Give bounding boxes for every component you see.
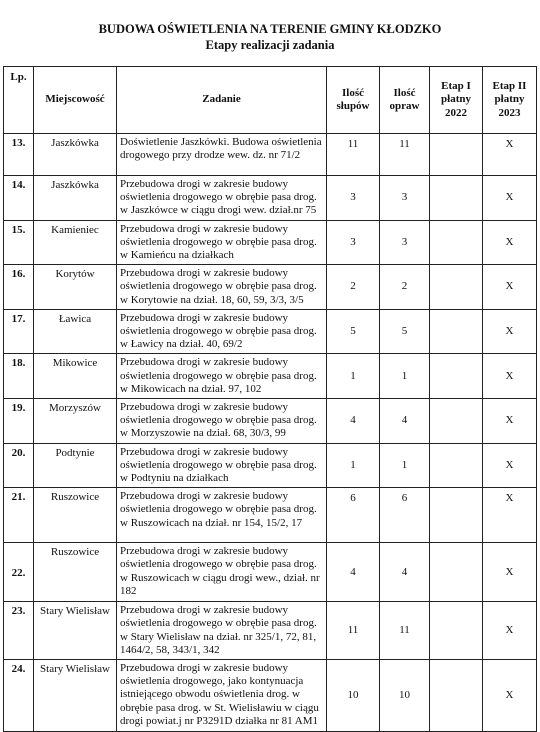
row-zadanie: Przebudowa drogi w zakresie budowy oświetlenia drogowego w obrębie pasa drog. w Ruszowicach na dział. nr 154, 15/2, 17 [117, 488, 327, 543]
table-row [4, 134, 537, 176]
row-zadanie: Przebudowa drogi w zakresie budowy oświetlenia drogowego w obrębie pasa drog. w Ławicy na dział. 40, 69/2 [117, 309, 327, 354]
row-ilosc-opraw: 4 [380, 543, 430, 602]
row-lp: 14. [4, 176, 34, 221]
row-miejscowosc: Stary Wielisław [34, 602, 117, 660]
row-miejscowosc: Morzyszów [34, 399, 117, 444]
row-lp: 19. [4, 399, 34, 444]
row-etap-2: X [483, 309, 537, 354]
row-ilosc-opraw: 2 [380, 265, 430, 310]
tasks-table [3, 66, 537, 732]
row-ilosc-opraw: 11 [380, 602, 430, 660]
header-etap-2: Etap II płatny 2023 [483, 67, 537, 134]
row-ilosc-slupow: 11 [327, 134, 380, 176]
row-ilosc-slupow: 4 [327, 543, 380, 602]
row-ilosc-opraw: 3 [380, 176, 430, 221]
row-ilosc-slupow: 2 [327, 265, 380, 310]
row-miejscowosc: Podtynie [34, 443, 117, 488]
header-ilosc-opraw: Ilość opraw [380, 67, 430, 134]
table-row [4, 488, 537, 543]
row-etap-1 [430, 134, 483, 176]
row-etap-2: X [483, 602, 537, 660]
row-etap-2: X [483, 354, 537, 399]
row-ilosc-opraw: 5 [380, 309, 430, 354]
row-etap-2: X [483, 134, 537, 176]
row-zadanie: Przebudowa drogi w zakresie budowy oświetlenia drogowego w obrębie pasa drog. w Podtyniu na działkach [117, 443, 327, 488]
row-etap-1 [430, 309, 483, 354]
row-etap-1 [430, 265, 483, 310]
row-miejscowosc: Ławica [34, 309, 117, 354]
row-ilosc-slupow: 1 [327, 443, 380, 488]
row-etap-2: X [483, 488, 537, 543]
row-etap-1 [430, 399, 483, 444]
table-row [4, 602, 537, 660]
row-lp: 21. [4, 488, 34, 543]
row-ilosc-opraw: 10 [380, 660, 430, 732]
table-row [4, 443, 537, 488]
row-miejscowosc: Mikowice [34, 354, 117, 399]
table-row [4, 660, 537, 732]
row-etap-2: X [483, 443, 537, 488]
table-header-row [4, 67, 537, 134]
row-etap-1 [430, 488, 483, 543]
header-lp: Lp. [4, 67, 34, 134]
row-zadanie: Przebudowa drogi w zakresie budowy oświetlenia drogowego w obrębie pasa drog. w Ruszowicach w ciągu drogi wew., dział. nr 182 [117, 543, 327, 602]
row-etap-2: X [483, 220, 537, 265]
document-title: BUDOWA OŚWIETLENIA NA TERENIE GMINY KŁODZKO [98, 22, 442, 36]
row-ilosc-slupow: 6 [327, 488, 380, 543]
row-etap-1 [430, 220, 483, 265]
row-etap-2: X [483, 543, 537, 602]
row-lp: 15. [4, 220, 34, 265]
row-zadanie: Przebudowa drogi w zakresie budowy oświetlenia drogowego w obrębie pasa drog. w Mikowicach na dział. 97, 102 [117, 354, 327, 399]
row-zadanie: Przebudowa drogi w zakresie budowy oświetlenia drogowego, jako kontynuacja istniejącego obwodu oświetlenia drog. w obrębie pasa drog. w St. Wielisławiu w ciągu drogi powiat.j nr P3291D działka nr 81 AM1 [117, 660, 327, 732]
row-ilosc-opraw: 3 [380, 220, 430, 265]
row-miejscowosc: Stary Wielisław [34, 660, 117, 732]
row-etap-1 [430, 354, 483, 399]
row-etap-1 [430, 176, 483, 221]
row-miejscowosc: Jaszkówka [34, 176, 117, 221]
row-ilosc-slupow: 1 [327, 354, 380, 399]
header-zadanie: Zadanie [117, 67, 327, 134]
row-miejscowosc: Ruszowice [34, 488, 117, 543]
row-miejscowosc: Korytów [34, 265, 117, 310]
header-etap-1: Etap I płatny 2022 [430, 67, 483, 134]
row-etap-1 [430, 443, 483, 488]
row-ilosc-opraw: 6 [380, 488, 430, 543]
row-lp: 23. [4, 602, 34, 660]
row-ilosc-slupow: 5 [327, 309, 380, 354]
row-etap-2: X [483, 399, 537, 444]
row-zadanie: Przebudowa drogi w zakresie budowy oświetlenia drogowego w obrębie pasa drog. w Morzyszowie na dział. 68, 30/3, 99 [117, 399, 327, 444]
row-lp: 22. [4, 543, 34, 602]
row-zadanie: Przebudowa drogi w zakresie budowy oświetlenia drogowego w obrębie pasa drog. w Kamieńcu na działkach [117, 220, 327, 265]
document-subtitle: Etapy realizacji zadania [205, 38, 335, 52]
row-lp: 16. [4, 265, 34, 310]
row-ilosc-slupow: 4 [327, 399, 380, 444]
row-ilosc-opraw: 11 [380, 134, 430, 176]
row-ilosc-opraw: 1 [380, 354, 430, 399]
table-row [4, 399, 537, 444]
header-ilosc-slupow: Ilość słupów [327, 67, 380, 134]
row-zadanie: Doświetlenie Jaszkówki. Budowa oświetlenia drogowego przy drodze wew. dz. nr 71/2 [117, 134, 327, 176]
table-row [4, 220, 537, 265]
row-zadanie: Przebudowa drogi w zakresie budowy oświetlenia drogowego w obrębie pasa drog. w Jaszkówce w ciągu drogi wew. dział.nr 75 [117, 176, 327, 221]
row-etap-2: X [483, 265, 537, 310]
row-miejscowosc: Jaszkówka [34, 134, 117, 176]
table-row [4, 265, 537, 310]
row-lp: 18. [4, 354, 34, 399]
header-miejscowosc: Miejscowość [34, 67, 117, 134]
row-ilosc-slupow: 3 [327, 176, 380, 221]
table-row [4, 354, 537, 399]
row-lp: 13. [4, 134, 34, 176]
row-etap-1 [430, 660, 483, 732]
row-zadanie: Przebudowa drogi w zakresie budowy oświetlenia drogowego w obrębie pasa drog. w Korytowie na dział. 18, 60, 59, 3/3, 3/5 [117, 265, 327, 310]
row-etap-2: X [483, 176, 537, 221]
row-miejscowosc: Ruszowice [34, 543, 117, 602]
row-lp: 17. [4, 309, 34, 354]
row-ilosc-slupow: 3 [327, 220, 380, 265]
row-ilosc-slupow: 10 [327, 660, 380, 732]
table-row [4, 176, 537, 221]
row-ilosc-slupow: 11 [327, 602, 380, 660]
row-ilosc-opraw: 4 [380, 399, 430, 444]
row-etap-1 [430, 602, 483, 660]
row-lp: 20. [4, 443, 34, 488]
table-row [4, 309, 537, 354]
row-miejscowosc: Kamieniec [34, 220, 117, 265]
table-row [4, 543, 537, 602]
row-etap-1 [430, 543, 483, 602]
row-zadanie: Przebudowa drogi w zakresie budowy oświetlenia drogowego w obrębie pasa drog. w Stary Wielisław na dział. nr 325/1, 72, 81, 1464/2, 58, 343/1, 342 [117, 602, 327, 660]
row-lp: 24. [4, 660, 34, 732]
row-ilosc-opraw: 1 [380, 443, 430, 488]
row-etap-2: X [483, 660, 537, 732]
